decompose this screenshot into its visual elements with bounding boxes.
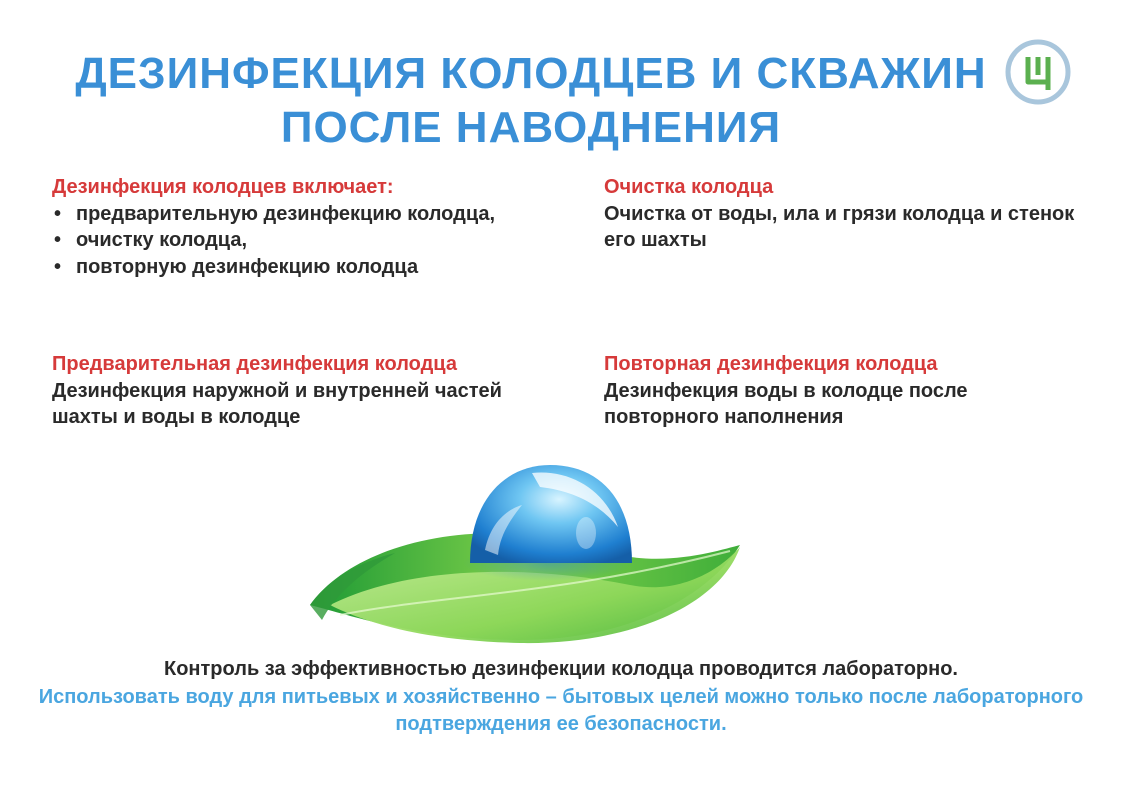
block-pre-disinfection — [52, 351, 532, 431]
block-pre-heading: Предварительная дезинфекция колодца — [52, 353, 457, 375]
block-repeat-text: Дезинфекция воды в колодце после повторного наполнения — [604, 379, 968, 428]
block-repeat-heading: Повторная дезинфекция колодца — [604, 353, 938, 375]
circle-logo-icon — [1004, 38, 1072, 106]
list-item: • очистку колодца, — [52, 227, 532, 254]
block-includes-heading: Дезинфекция колодцев включает: — [52, 176, 394, 198]
block-repeat-disinfection — [604, 351, 1084, 431]
block-disinfection-includes — [52, 174, 532, 280]
list-item: • предварительную дезинфекцию колодца, — [52, 201, 532, 228]
logo-letter: Ц — [1004, 38, 1005, 39]
list-item: • повторную дезинфекцию колодца — [52, 254, 532, 281]
footer-usage-note: Использовать воду для питьевых и хозяйственно – бытовых целей можно только после лабораторного подтверждения ее безопасности. — [38, 686, 1084, 735]
block-well-cleaning — [604, 174, 1084, 254]
includes-list — [52, 201, 532, 281]
page-title-line-2: ПОСЛЕ НАВОДНЕНИЯ — [280, 103, 782, 152]
page-title-line-1: ДЕЗИНФЕКЦИЯ КОЛОДЦЕВ И СКВАЖИН — [75, 49, 987, 98]
water-drop-on-leaf-icon — [300, 455, 750, 650]
footer-control-note: Контроль за эффективностью дезинфекции колодца проводится лабораторно. — [164, 658, 958, 680]
block-pre-text: Дезинфекция наружной и внутренней частей шахты и воды в колодце — [52, 379, 502, 428]
block-cleaning-heading: Очистка колодца — [604, 176, 774, 198]
block-cleaning-text: Очистка от воды, ила и грязи колодца и стенок его шахты — [604, 202, 1075, 251]
